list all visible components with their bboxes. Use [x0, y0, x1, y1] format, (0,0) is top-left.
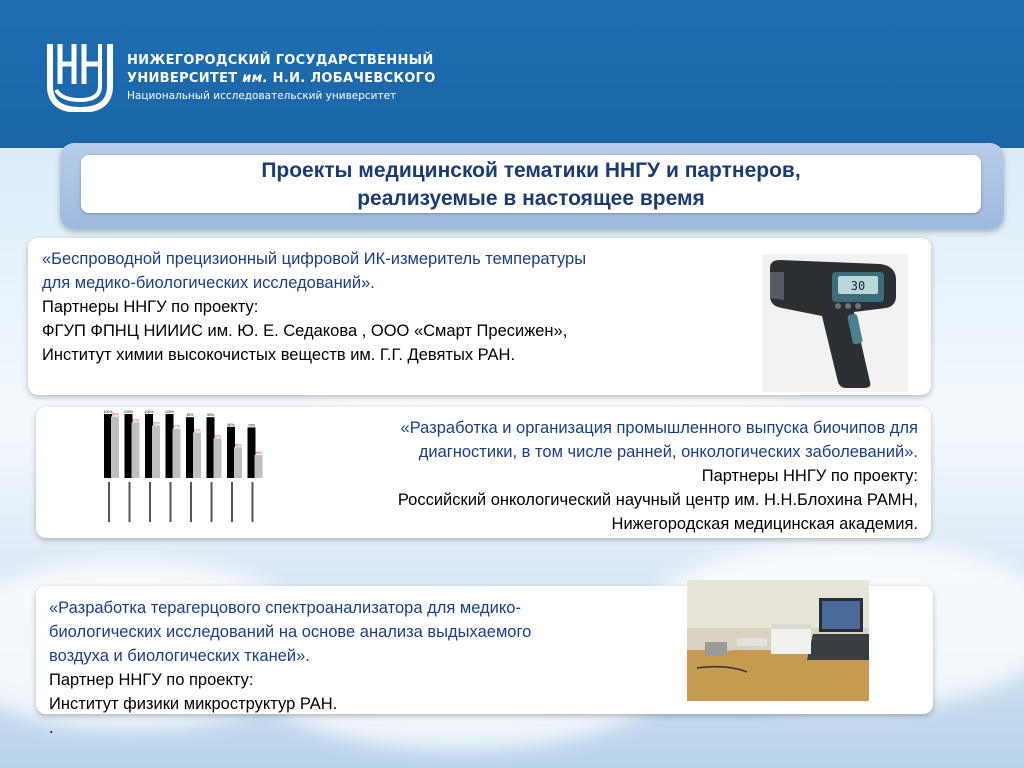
- infrared-thermometer-icon: [762, 254, 908, 392]
- partners-label: Партнеры ННГУ по проекту:: [42, 298, 259, 316]
- university-name-line2: [127, 70, 436, 88]
- chart-bar: [152, 426, 160, 478]
- chart-bar: [207, 417, 215, 478]
- project-name-line2: для медико-биологических исследований».: [42, 274, 375, 292]
- chart-tick-label: [211, 482, 213, 522]
- project-name-line1: «Беспроводной прецизионный цифровой ИК-измеритель температуры: [42, 250, 587, 268]
- university-name-line2-suffix: Н.И. ЛОБАЧЕВСКОГО: [267, 71, 436, 86]
- trailing-dot: .: [49, 719, 54, 737]
- partners-label: Партнеры ННГУ по проекту:: [701, 467, 918, 485]
- partners-line2: Нижегородская медицинская академия.: [611, 515, 918, 533]
- chart-bar: [234, 447, 242, 478]
- chart-data-label: 62%: [213, 434, 222, 439]
- chart-data-label: 80%: [227, 422, 235, 427]
- chart-data-label: 82%: [152, 421, 160, 426]
- header-bar: [0, 0, 1024, 148]
- chart-data-label: 87%: [131, 418, 140, 423]
- nngu-logo-icon: [44, 40, 116, 112]
- project-name-line2: биологических исследований на основе анализа выдыхаемого: [49, 623, 532, 641]
- project-name-line3: воздуха и биологических тканей».: [49, 647, 310, 665]
- partners-line1: ФГУП ФПНЦ НИИИС им. Ю. Е. Седакова , ООО «Смарт Пресижен»,: [42, 322, 568, 340]
- university-subtitle: Национальный исследовательский университет: [127, 90, 397, 102]
- chart-data-label: 36%: [254, 450, 263, 455]
- chart-tick-label: [170, 482, 172, 522]
- project-name-line1: «Разработка терагерцового спектроанализатора для медико-: [49, 599, 521, 617]
- chart-tick-label: [149, 482, 151, 522]
- lab-equipment-photo-icon: [687, 580, 869, 701]
- chart-data-label: 79%: [247, 423, 256, 428]
- chart-bar: [166, 414, 174, 478]
- slide-title: [81, 155, 981, 213]
- chart-data-label: 95%: [206, 413, 215, 418]
- chart-tick-label: [190, 482, 192, 522]
- slide-title-line2: реализуемые в настоящее время: [357, 187, 705, 210]
- chart-data-label: 95%: [186, 413, 194, 418]
- university-name-line2-im: им.: [242, 71, 268, 86]
- thermometer-display-value: 30: [850, 279, 866, 293]
- chart-data-label: 48%: [234, 443, 242, 448]
- partners-label: Партнер ННГУ по проекту:: [49, 671, 254, 689]
- chart-tick-label: [108, 482, 110, 522]
- chart-bar: [132, 422, 140, 478]
- chart-bar: [104, 414, 112, 478]
- project-name-line2: диагностики, в том числе ранней, онкологических заболеваний».: [418, 443, 918, 461]
- chart-data-label: 77%: [172, 424, 181, 429]
- university-name: [127, 52, 436, 104]
- chart-bar: [214, 438, 222, 478]
- chart-bar: [111, 417, 119, 478]
- chart-bar: [186, 417, 194, 478]
- slide-title-line1: Проекты медицинской тематики ННГУ и партнеров,: [261, 159, 801, 182]
- university-name-line2-prefix: УНИВЕРСИТЕТ: [127, 71, 243, 86]
- bar-chart-thumbnail-icon: [99, 410, 272, 532]
- chart-bar: [227, 427, 235, 478]
- chart-data-label: 100%: [103, 410, 113, 414]
- chart-bar: [125, 414, 133, 478]
- project-name-line1: «Разработка и организация промышленного выпуска биочипов для: [400, 419, 918, 437]
- partners-line1: Российский онкологический научный центр им. Н.Н.Блохина РАМН,: [397, 491, 918, 509]
- chart-tick-label: [231, 482, 233, 522]
- chart-data-label: 71%: [193, 428, 201, 433]
- chart-data-label: 96%: [111, 412, 119, 417]
- chart-data-label: 100%: [165, 410, 174, 414]
- chart-bar: [193, 433, 201, 478]
- partners-line2: Институт химии высокочистых веществ им. Г.Г. Девятых РАН.: [42, 346, 516, 364]
- chart-data-label: 100%: [124, 410, 133, 414]
- chart-bar: [173, 429, 181, 478]
- chart-data-label: 100%: [144, 410, 154, 414]
- chart-tick-label: [252, 482, 254, 522]
- partners-line1: Институт физики микроструктур РАН.: [49, 695, 338, 713]
- university-name-line1: НИЖЕГОРОДСКИЙ ГОСУДАРСТВЕННЫЙ: [127, 53, 434, 68]
- chart-bar: [255, 455, 263, 478]
- chart-tick-label: [129, 482, 131, 522]
